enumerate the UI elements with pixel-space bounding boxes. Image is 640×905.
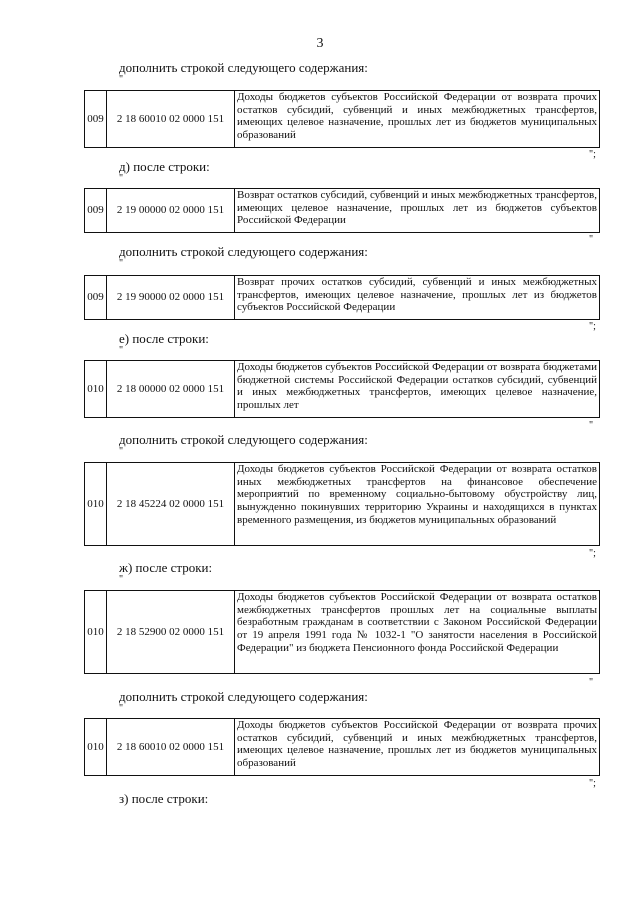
closing-quote: "; [589, 548, 596, 559]
opening-quote: " [119, 173, 124, 184]
budget-row [84, 90, 600, 148]
admin-code: 010 [85, 591, 107, 674]
instruction-after-row: з) после строки: [119, 791, 209, 806]
kbk-code: 2 19 90000 02 0000 151 [107, 276, 235, 320]
revenue-description: Доходы бюджетов субъектов Российской Федерации от возврата прочих остатков субсидий, субвенций и иных межбюджетных трансфертов, имеющих целевое назначение, прошлых лет из бюджетов муниципальных образований [235, 91, 600, 148]
budget-row [84, 188, 600, 233]
budget-row [84, 462, 600, 546]
page-number: 3 [316, 36, 324, 51]
closing-quote: "; [589, 321, 596, 332]
revenue-description: Возврат остатков субсидий, субвенций и иных межбюджетных трансфертов, имеющих целевое назначение, прошлых лет из бюджетов субъектов Российской Федерации [235, 189, 600, 233]
opening-quote: " [119, 574, 124, 585]
budget-row [84, 275, 600, 320]
closing-quote: " [589, 234, 594, 245]
closing-quote: " [589, 420, 594, 431]
kbk-code: 2 18 60010 02 0000 151 [107, 719, 235, 776]
admin-code: 009 [85, 276, 107, 320]
instruction-after-row: д) после строки: [119, 159, 210, 174]
budget-row [84, 360, 600, 418]
revenue-description: Доходы бюджетов субъектов Российской Федерации от возврата прочих остатков субсидий, субвенций и иных межбюджетных трансфертов, имеющих целевое назначение, прошлых лет из бюджетов муниципальных образований [235, 719, 600, 776]
instruction-add-row: дополнить строкой следующего содержания: [119, 689, 368, 704]
kbk-code: 2 18 00000 02 0000 151 [107, 361, 235, 418]
instruction-add-row: дополнить строкой следующего содержания: [119, 432, 368, 447]
kbk-code: 2 18 45224 02 0000 151 [107, 463, 235, 546]
budget-row [84, 590, 600, 674]
budget-row [84, 718, 600, 776]
admin-code: 009 [85, 189, 107, 233]
admin-code: 010 [85, 361, 107, 418]
closing-quote: " [589, 677, 594, 688]
opening-quote: " [119, 74, 124, 85]
admin-code: 010 [85, 463, 107, 546]
instruction-add-row: дополнить строкой следующего содержания: [119, 244, 368, 259]
opening-quote: " [119, 345, 124, 356]
opening-quote: " [119, 703, 124, 714]
kbk-code: 2 19 00000 02 0000 151 [107, 189, 235, 233]
admin-code: 010 [85, 719, 107, 776]
instruction-add-row: дополнить строкой следующего содержания: [119, 60, 368, 75]
kbk-code: 2 18 60010 02 0000 151 [107, 91, 235, 148]
revenue-description: Доходы бюджетов субъектов Российской Федерации от возврата остатков межбюджетных трансфертов прошлых лет на социальные выплаты безработным гражданам в соответствии с Законом Российской Федерации от 19 апреля 1991 года № 1032-1 "О занятости населения в Российской Федерации" из бюджета Пенсионного фонда Российской Федерации [235, 591, 600, 674]
revenue-description: Доходы бюджетов субъектов Российской Федерации от возврата бюджетами бюджетной системы Российской Федерации остатков субсидий, субвенций и иных межбюджетных трансфертов, имеющих целевое назначение, прошлых лет [235, 361, 600, 418]
admin-code: 009 [85, 91, 107, 148]
revenue-description: Возврат прочих остатков субсидий, субвенций и иных межбюджетных трансфертов, имеющих целевое назначение, прошлых лет из бюджетов субъектов Российской Федерации [235, 276, 600, 320]
opening-quote: " [119, 446, 124, 457]
kbk-code: 2 18 52900 02 0000 151 [107, 591, 235, 674]
revenue-description: Доходы бюджетов субъектов Российской Федерации от возврата остатков иных межбюджетных трансфертов на финансовое обеспечение мероприятий по временному социально-бытовому обустройству лиц, вынужденно покинувших территорию Украины и находящихся в пунктах временного размещения, из бюджетов муниципальных образований [235, 463, 600, 546]
instruction-after-row: ж) после строки: [119, 560, 213, 575]
instruction-after-row: е) после строки: [119, 331, 209, 346]
closing-quote: "; [589, 149, 596, 160]
opening-quote: " [119, 258, 124, 269]
closing-quote: "; [589, 778, 596, 789]
